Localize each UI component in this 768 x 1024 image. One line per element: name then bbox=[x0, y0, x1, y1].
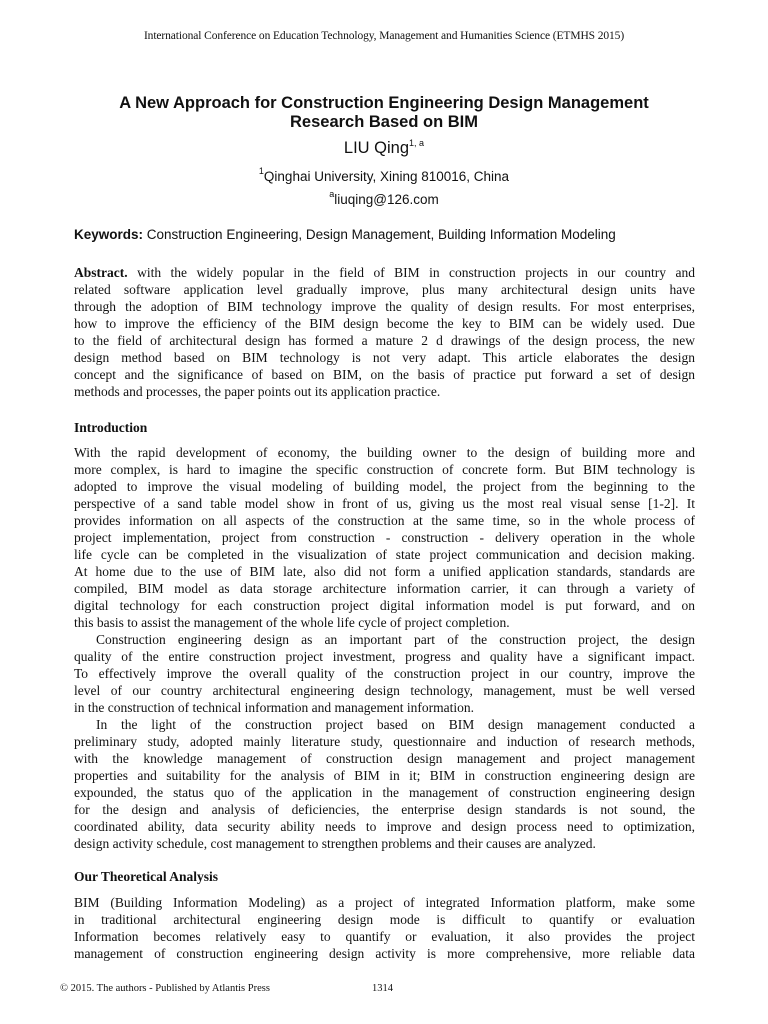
text-line: with the knowledge management of construction design management and project management bbox=[74, 751, 695, 766]
text-line: life cycle can be completed in the visualization of state project communication and decision making. bbox=[74, 547, 695, 562]
body-paragraph bbox=[74, 716, 695, 852]
affiliation bbox=[0, 166, 768, 184]
text-line: Abstract. with the widely popular in the field of BIM in construction projects in our country and bbox=[74, 265, 695, 280]
abstract-paragraph bbox=[74, 264, 695, 400]
section-heading-introduction: Introduction bbox=[74, 420, 148, 435]
body-paragraph bbox=[74, 894, 695, 962]
text-line: level of our country architectural engineering design technology, management, must be well versed bbox=[74, 683, 695, 698]
text-line: perspective of a sand table model show in front of us, giving us the most real visual sense [1-2]. It bbox=[74, 496, 695, 511]
text-line: more complex, is hard to imagine the specific construction of concrete form. But BIM technology is bbox=[74, 462, 695, 477]
text-line: this basis to assist the management of the whole life cycle of project completion. bbox=[74, 615, 510, 630]
author-superscript: 1, a bbox=[409, 138, 425, 148]
text-line: project implementation, project from construction - construction - delivery operation in the whole bbox=[74, 530, 695, 545]
page-number: 1314 bbox=[372, 983, 393, 994]
text-line: how to improve the efficiency of the BIM design become the key to BIM can be widely used. Due bbox=[74, 316, 695, 331]
body-paragraph bbox=[74, 444, 695, 631]
text-line: To effectively improve the overall quality of the construction project in our country, improve the bbox=[74, 666, 695, 681]
text-line: quality of the entire construction project investment, progress and quality have a significant impact. bbox=[74, 649, 695, 664]
text-line: management of construction engineering design activity is more comprehensive, more reliable data bbox=[74, 946, 695, 961]
text-line: BIM (Building Information Modeling) as a project of integrated Information platform, make some bbox=[74, 895, 695, 910]
body-paragraph bbox=[74, 631, 695, 716]
keywords bbox=[74, 227, 714, 242]
text-line: With the rapid development of economy, the building owner to the design of building more and bbox=[74, 445, 695, 460]
conference-header: International Conference on Education Technology, Management and Humanities Science (ETMHS 2015) bbox=[143, 30, 625, 42]
paper-title bbox=[60, 94, 708, 132]
title-line: Research Based on BIM bbox=[290, 113, 478, 131]
text-line: through the adoption of BIM technology improve the quality of design results. For most enterprises, bbox=[74, 299, 695, 314]
text-line: adopted to improve the visual modeling of building model, the project from the beginning to the bbox=[74, 479, 695, 494]
keywords-text: Construction Engineering, Design Management, Building Information Modeling bbox=[143, 227, 616, 242]
email-text: liuqing@126.com bbox=[334, 192, 439, 207]
text-line: compiled, BIM model as data storage architecture information carrier, it can through a variety of bbox=[74, 581, 695, 596]
text-line: preliminary study, adopted mainly literature study, questionnaire and induction of research methods, bbox=[74, 734, 695, 749]
text-line: in the construction of technical information and management information. bbox=[74, 700, 475, 715]
text-line: expounded, the status quo of the application in the management of construction engineering design bbox=[74, 785, 695, 800]
email-superscript: a bbox=[329, 189, 335, 199]
title-line: A New Approach for Construction Engineering Design Management bbox=[119, 94, 649, 112]
footer-copyright: © 2015. The authors - Published by Atlantis Press bbox=[60, 983, 270, 994]
abstract-label: Abstract. bbox=[74, 265, 128, 280]
text-line: for the design and analysis of deficiencies, the enterprise design standards is not sound, the bbox=[74, 802, 695, 817]
text-line: provides information on all aspects of the construction at the same time, so in the whole process of bbox=[74, 513, 695, 528]
affiliation-text: Qinghai University, Xining 810016, China bbox=[263, 169, 510, 184]
text-line: In the light of the construction project based on BIM design management conducted a bbox=[96, 717, 695, 732]
text-line: coordinated ability, data security ability needs to improve and design process need to optimization, bbox=[74, 819, 695, 834]
author-name: LIU Qing bbox=[343, 139, 410, 157]
text-line: Construction engineering design as an important part of the construction project, the design bbox=[96, 632, 695, 647]
text-line: concept and the significance of based on BIM, on the basis of practice put forward a set of design bbox=[74, 367, 695, 382]
text-line: to the field of architectural design has formed a mature 2 d drawings of the design process, the new bbox=[74, 333, 695, 348]
keywords-label: Keywords: bbox=[74, 227, 144, 242]
text-line: Information becomes relatively easy to quantify or evaluation, it also provides the project bbox=[74, 929, 695, 944]
section-heading-theoretical-analysis: Our Theoretical Analysis bbox=[74, 869, 219, 884]
text-line: in traditional architectural engineering design mode is difficult to quantify or evaluation bbox=[74, 912, 695, 927]
text-line: digital technology for each construction project digital information model is put forward, and on bbox=[74, 598, 695, 613]
text-line: properties and suitability for the analysis of BIM in it; BIM in construction engineering design are bbox=[74, 768, 695, 783]
affiliation-superscript: 1 bbox=[258, 166, 264, 176]
author bbox=[0, 138, 768, 158]
text-line: design method based on BIM technology is not very adapt. This article elaborates the design bbox=[74, 350, 695, 365]
text-line: At home due to the use of BIM late, also did not form a unified application standards, standards are bbox=[74, 564, 695, 579]
text-line: methods and processes, the paper points out its application practice. bbox=[74, 384, 441, 399]
text-line: related software application level gradually improve, plus many architectural design units have bbox=[74, 282, 695, 297]
text-line: design activity schedule, cost management to strengthen problems and their causes are analyzed. bbox=[74, 836, 596, 851]
author-email bbox=[0, 189, 768, 207]
